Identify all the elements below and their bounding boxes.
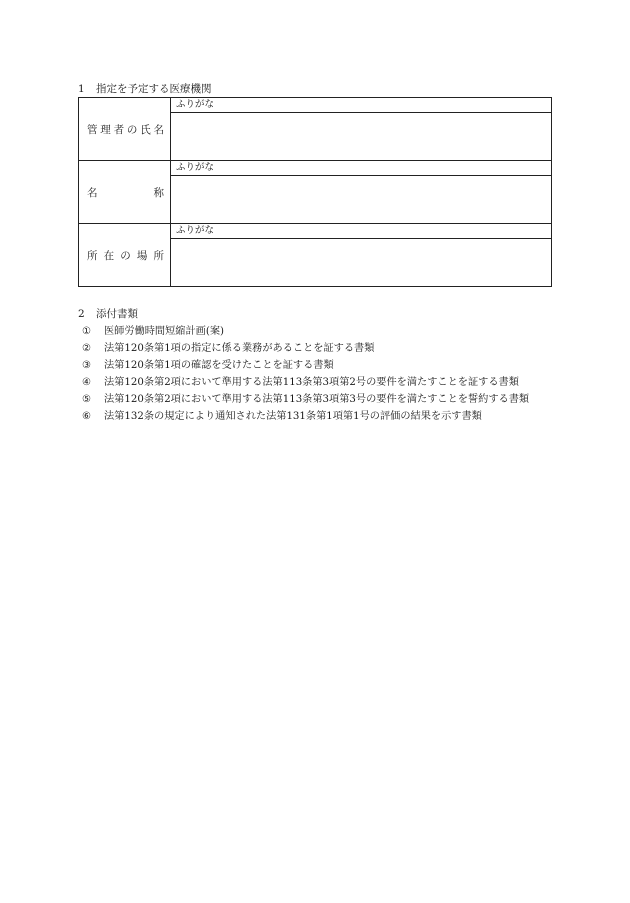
location-label xyxy=(79,224,171,287)
facility-row-location xyxy=(79,224,552,239)
label-text xyxy=(87,122,164,137)
facility-name-value-cell[interactable] xyxy=(171,176,552,224)
label-char: 在 xyxy=(103,249,115,262)
facility-row-manager xyxy=(79,98,552,113)
manager-name-value-cell[interactable] xyxy=(171,113,552,161)
list-item-text: 医師労働時間短縮計画(案) xyxy=(104,326,225,337)
list-item xyxy=(84,392,554,408)
label-char: 名 xyxy=(87,186,98,199)
label-text xyxy=(87,185,164,200)
section-2-number: 2 xyxy=(78,308,85,320)
label-char: 名 xyxy=(153,123,164,136)
list-item xyxy=(84,324,554,340)
list-marker: ① xyxy=(82,326,92,337)
list-marker: ④ xyxy=(82,377,92,388)
location-furigana-cell[interactable]: ふりがな xyxy=(171,224,552,239)
label-char: 理 xyxy=(100,123,111,136)
section-2-title: 添付書類 xyxy=(96,308,138,320)
facility-name-furigana-cell[interactable]: ふりがな xyxy=(171,161,552,176)
list-item xyxy=(84,341,554,357)
label-char: 氏 xyxy=(140,123,151,136)
label-char: 場 xyxy=(136,249,148,262)
list-item xyxy=(84,358,554,374)
list-item-text: 法第132条の規定により通知された法第131条第1項第1号の評価の結果を示す書類 xyxy=(104,411,482,422)
label-char: 所 xyxy=(87,249,98,262)
facility-row-name xyxy=(79,161,552,176)
list-item xyxy=(84,375,554,391)
list-item-text: 法第120条第1項の指定に係る業務があることを証する書類 xyxy=(104,343,375,354)
list-marker: ⑥ xyxy=(82,411,92,422)
list-marker: ② xyxy=(82,343,92,354)
section-1-title: 指定を予定する医療機関 xyxy=(96,83,212,95)
label-char: 者 xyxy=(113,123,125,136)
list-item-text: 法第120条第2項において準用する法第113条第3項第3号の要件を満たすことを誓約する書類 xyxy=(104,394,530,405)
section-1-heading xyxy=(78,82,212,96)
list-item-text: 法第120条第2項において準用する法第113条第3項第2号の要件を満たすことを証する書類 xyxy=(104,377,519,388)
attachment-list xyxy=(84,324,554,426)
section-2-heading xyxy=(78,307,138,321)
manager-furigana-cell[interactable]: ふりがな xyxy=(171,98,552,113)
facility-name-label xyxy=(79,161,171,224)
list-marker: ⑤ xyxy=(82,394,92,405)
label-text xyxy=(87,248,164,263)
label-char: 称 xyxy=(153,186,164,199)
label-char: の xyxy=(126,123,138,136)
section-1-number: 1 xyxy=(78,83,85,95)
label-char: 管 xyxy=(87,123,98,136)
list-item xyxy=(84,409,554,425)
label-char: 所 xyxy=(153,249,164,262)
list-marker: ③ xyxy=(82,360,92,371)
facility-table xyxy=(78,97,552,287)
label-char: の xyxy=(120,249,131,262)
manager-name-label xyxy=(79,98,171,161)
list-item-text: 法第120条第1項の確認を受けたことを証する書類 xyxy=(104,360,334,371)
location-value-cell[interactable] xyxy=(171,239,552,287)
